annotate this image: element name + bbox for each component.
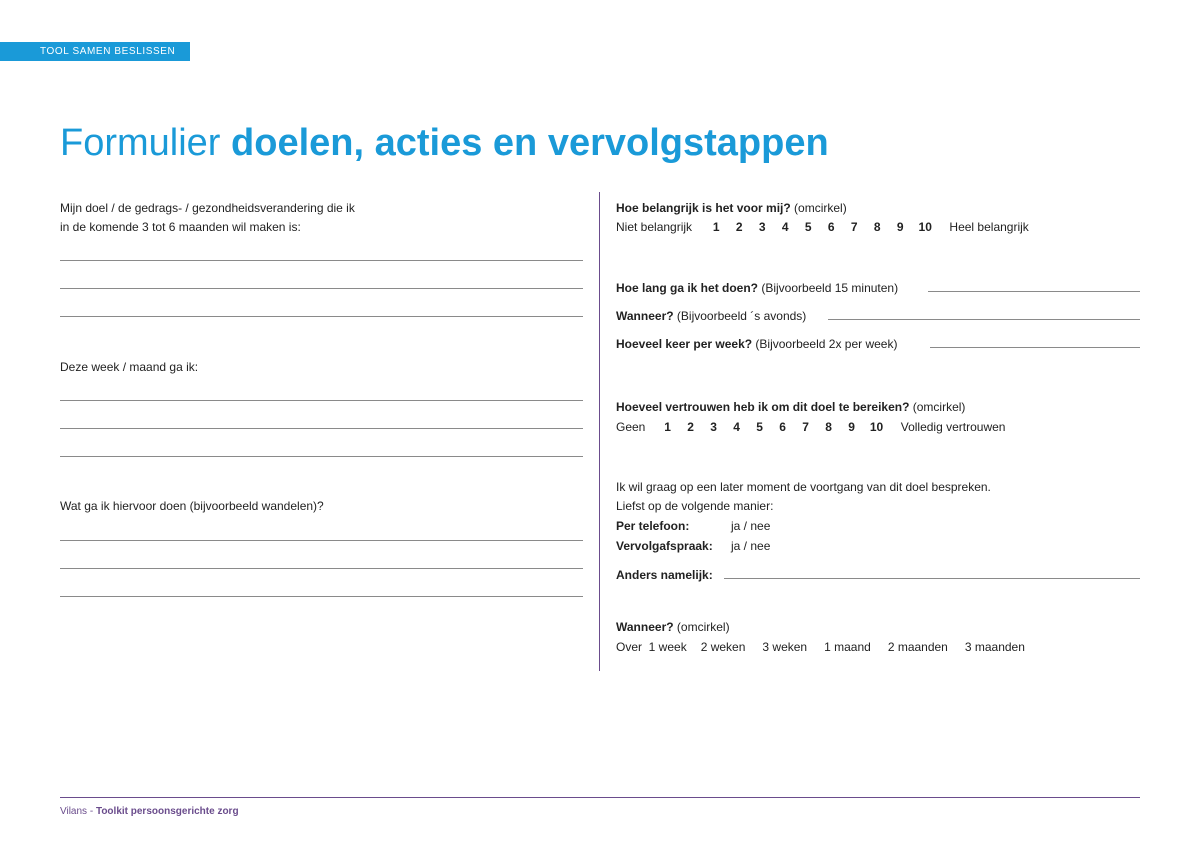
frequency-example: (Bijvoorbeeld 2x per week) xyxy=(752,337,898,351)
duration-question-text: Hoe lang ga ik het doen? xyxy=(616,281,759,295)
action-answer-line-2[interactable] xyxy=(60,568,583,569)
importance-high-label: Heel belangrijk xyxy=(949,220,1029,234)
confidence-low-label: Geen xyxy=(616,420,646,434)
week-answer-line-2[interactable] xyxy=(60,428,583,429)
phone-label: Per telefoon: xyxy=(616,519,690,533)
when-answer-line[interactable] xyxy=(828,319,1140,320)
importance-hint: (omcirkel) xyxy=(790,201,847,215)
timing-option-2-months[interactable]: 2 maanden xyxy=(887,640,948,654)
timing-option-1-month[interactable]: 1 maand xyxy=(824,640,871,654)
confidence-scale-8[interactable]: 8 xyxy=(825,420,832,434)
importance-low-label: Niet belangrijk xyxy=(616,220,693,234)
timing-question-text: Wanneer? xyxy=(616,620,674,634)
timing-option-2-weeks[interactable]: 2 weken xyxy=(700,640,746,654)
importance-scale-1[interactable]: 1 xyxy=(712,220,720,234)
importance-question-text: Hoe belangrijk is het voor mij? xyxy=(616,201,791,215)
confidence-scale-5[interactable]: 5 xyxy=(756,420,763,434)
footer-org: Vilans - xyxy=(60,806,96,817)
importance-scale-4[interactable]: 4 xyxy=(781,220,789,234)
title-bold: doelen, acties en vervolgstappen xyxy=(231,122,829,164)
footer-doc-title: Toolkit persoonsgerichte zorg xyxy=(95,806,239,817)
confidence-scale-7[interactable]: 7 xyxy=(802,420,809,434)
followup-line2: Liefst op de volgende manier: xyxy=(616,499,774,513)
importance-scale-5[interactable]: 5 xyxy=(804,220,812,234)
when-example: (Bijvoorbeeld ´s avonds) xyxy=(673,309,807,323)
duration-example: (Bijvoorbeeld 15 minuten) xyxy=(758,281,899,295)
goal-answer-line-2[interactable] xyxy=(60,288,583,289)
appointment-label: Vervolgafspraak: xyxy=(616,539,713,553)
importance-scale-9[interactable]: 9 xyxy=(896,220,904,234)
page-title xyxy=(60,118,829,168)
frequency-answer-line[interactable] xyxy=(930,347,1140,348)
week-answer-line-3[interactable] xyxy=(60,456,583,457)
when-question xyxy=(616,308,806,324)
confidence-scale-10[interactable]: 10 xyxy=(869,420,884,434)
confidence-scale-4[interactable]: 4 xyxy=(733,420,740,434)
importance-scale-3[interactable]: 3 xyxy=(758,220,766,234)
importance-scale-10[interactable]: 10 xyxy=(918,220,932,234)
action-answer-line-3[interactable] xyxy=(60,596,583,597)
timing-option-3-months[interactable]: 3 maanden xyxy=(964,640,1025,654)
confidence-scale-3[interactable]: 3 xyxy=(710,420,717,434)
section-tag: TOOL SAMEN BESLISSEN xyxy=(0,42,190,61)
phone-options[interactable]: ja / nee xyxy=(731,519,771,533)
confidence-question xyxy=(616,399,965,415)
timing-option-3-weeks[interactable]: 3 weken xyxy=(762,640,808,654)
action-answer-line-1[interactable] xyxy=(60,540,583,541)
goal-label-line2: in de komende 3 tot 6 maanden wil maken is: xyxy=(60,220,301,234)
timing-question xyxy=(616,619,730,635)
confidence-scale xyxy=(616,419,1005,435)
frequency-question-text: Hoeveel keer per week? xyxy=(616,337,753,351)
action-label: Wat ga ik hiervoor doen (bijvoorbeeld wandelen)? xyxy=(60,499,324,513)
importance-question xyxy=(616,200,847,216)
column-divider xyxy=(599,192,600,671)
goal-label-line1: Mijn doel / de gedrags- / gezondheidsverandering die ik xyxy=(60,201,355,215)
confidence-question-text: Hoeveel vertrouwen heb ik om dit doel te bereiken? xyxy=(616,400,910,414)
importance-scale-6[interactable]: 6 xyxy=(827,220,835,234)
importance-scale-2[interactable]: 2 xyxy=(735,220,743,234)
appointment-options[interactable]: ja / nee xyxy=(731,539,771,553)
timing-option-1-week[interactable]: Over 1 week xyxy=(616,640,687,654)
footer-divider xyxy=(60,797,1140,798)
confidence-hint: (omcirkel) xyxy=(909,400,966,414)
importance-scale xyxy=(616,219,1029,235)
confidence-scale-1[interactable]: 1 xyxy=(664,420,671,434)
week-label: Deze week / maand ga ik: xyxy=(60,360,199,374)
confidence-scale-2[interactable]: 2 xyxy=(687,420,694,434)
importance-scale-8[interactable]: 8 xyxy=(873,220,881,234)
confidence-scale-6[interactable]: 6 xyxy=(779,420,786,434)
followup-line1: Ik wil graag op een later moment de voortgang van dit doel bespreken. xyxy=(616,480,991,494)
goal-answer-line-3[interactable] xyxy=(60,316,583,317)
frequency-question xyxy=(616,336,897,352)
when-question-text: Wanneer? xyxy=(616,309,674,323)
timing-hint: (omcirkel) xyxy=(673,620,730,634)
title-regular: Formulier xyxy=(60,122,232,164)
confidence-scale-9[interactable]: 9 xyxy=(848,420,855,434)
footer xyxy=(60,806,239,817)
importance-scale-7[interactable]: 7 xyxy=(850,220,858,234)
confidence-high-label: Volledig vertrouwen xyxy=(900,420,1006,434)
week-answer-line-1[interactable] xyxy=(60,400,583,401)
other-answer-line[interactable] xyxy=(724,578,1140,579)
goal-answer-line-1[interactable] xyxy=(60,260,583,261)
duration-answer-line[interactable] xyxy=(928,291,1140,292)
duration-question xyxy=(616,280,898,296)
other-label: Anders namelijk: xyxy=(616,568,713,582)
timing-options xyxy=(616,639,1025,655)
